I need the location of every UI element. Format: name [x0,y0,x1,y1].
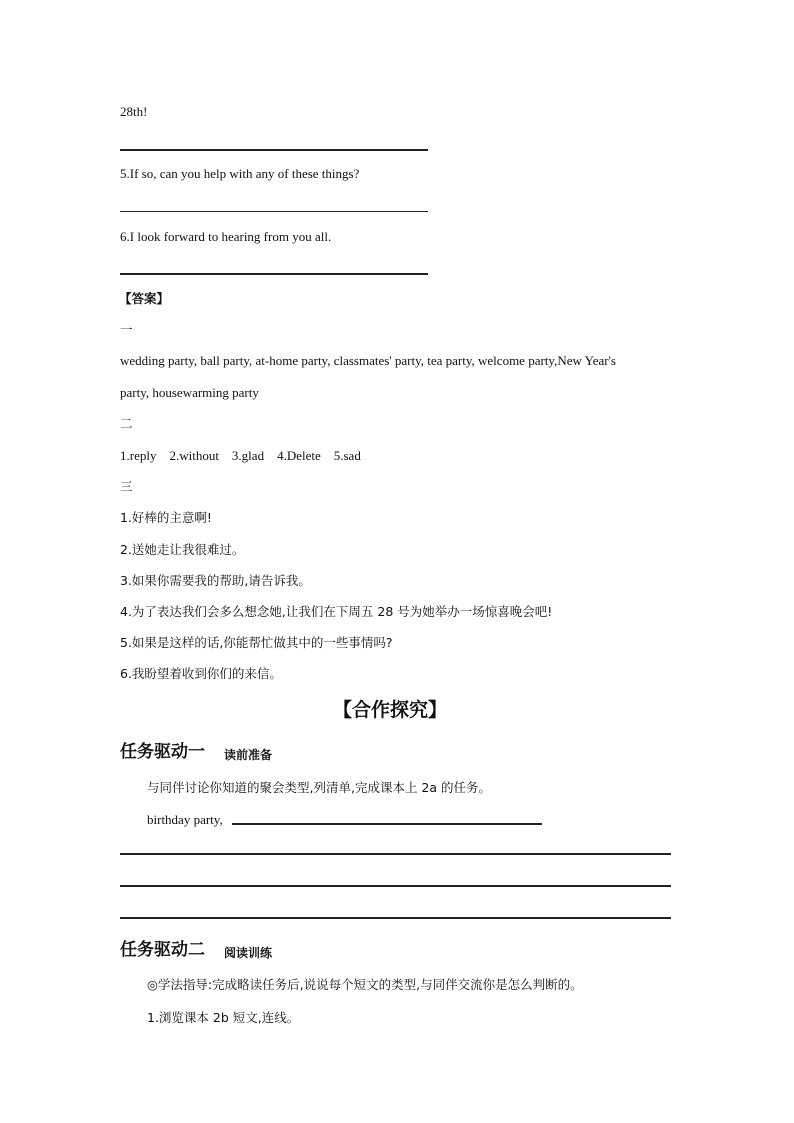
answer-blank-line [120,211,428,212]
answer-section-1-label: 一 [120,322,133,337]
answer-blank-line [120,149,428,151]
answer-blank-line [120,273,428,275]
answer-blank-line [120,853,671,855]
task-1-subtitle: 读前准备 [224,748,273,762]
exercise-question-5: 5.If so, can you help with any of these things? [120,166,360,181]
answer-translation-item: 5.如果是这样的话,你能帮忙做其中的一些事情吗? [120,635,393,650]
answer-translation-item: 1.好棒的主意啊! [120,510,212,525]
exercise-question-6: 6.I look forward to hearing from you all. [120,229,332,244]
task-1-title: 任务驱动一 [120,742,205,762]
task-1-instruction: 与同伴讨论你知道的聚会类型,列清单,完成课本上 2a 的任务。 [147,780,492,795]
answer-translation-item: 6.我盼望着收到你们的来信。 [120,666,282,681]
answer-blank-line [232,823,542,825]
answer-header: 【答案】 [119,291,170,306]
task-2-item-1: 1.浏览课本 2b 短文,连线。 [147,1010,300,1025]
answer-section-2-label: 二 [120,416,133,431]
answer-section-1-line-2: party, housewarming party [120,385,259,400]
task-1-prefix: birthday party, [147,812,223,827]
answer-section-2-line: 1.reply 2.without 3.glad 4.Delete 5.sad [120,448,361,463]
section-title: 【合作探究】 [333,699,448,721]
answer-section-3-label: 三 [120,479,133,494]
answer-translation-item: 3.如果你需要我的帮助,请告诉我。 [120,573,311,588]
answer-blank-line [120,917,671,919]
answer-blank-line [120,885,671,887]
answer-translation-item: 2.送她走让我很难过。 [120,542,245,557]
answer-translation-item: 4.为了表达我们会多么想念她,让我们在下周五 28 号为她举办一场惊喜晚会吧! [120,604,553,619]
answer-section-1-line-1: wedding party, ball party, at-home party, classmates' party, tea party, welcome party,New Year's [120,353,616,368]
task-2-title: 任务驱动二 [120,940,205,960]
task-2-method-tip: ◎学法指导:完成略读任务后,说说每个短文的类型,与同伴交流你是怎么判断的。 [147,977,583,992]
exercise-line-28th: 28th! [120,104,148,119]
task-2-subtitle: 阅读训练 [224,946,273,960]
